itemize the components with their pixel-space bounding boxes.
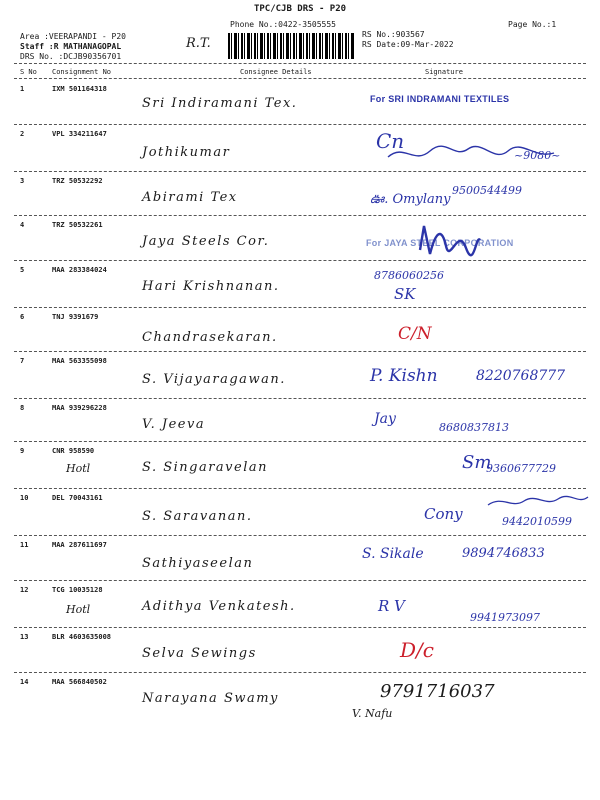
- phone-note: 9442010599: [502, 515, 572, 528]
- signature: Cn: [376, 129, 405, 153]
- rs-date: RS Date:09-Mar-2022: [362, 40, 454, 49]
- table-row: [14, 80, 586, 124]
- signature: P. Kishn: [370, 366, 438, 386]
- consignment-number: VPL 334211647: [52, 130, 107, 138]
- signature-scribble: [484, 491, 594, 513]
- consignee-name: Jaya Steels Cor.: [142, 234, 270, 249]
- consignment-number: MAA 287611697: [52, 541, 107, 549]
- column-sno: S No: [20, 68, 37, 76]
- row-sno: 5: [20, 266, 25, 274]
- table-row: [14, 489, 586, 535]
- area-label: Area :VEERAPANDI - P20: [20, 32, 126, 41]
- handwritten-prefix: Hotl: [66, 462, 91, 475]
- signature: V. Nafu: [352, 707, 393, 720]
- consignee-name: V. Jeeva: [142, 417, 206, 432]
- row-sno: 12: [20, 586, 29, 594]
- consignee-name: Adithya Venkatesh.: [142, 599, 296, 614]
- table-row: [14, 172, 586, 215]
- signature: D/c: [400, 638, 434, 662]
- signature: R V: [378, 597, 405, 615]
- signature: Jay: [374, 411, 396, 427]
- table-row: [14, 442, 586, 488]
- table-row: [14, 125, 586, 171]
- consignee-name: S. Saravanan.: [142, 509, 253, 524]
- consignee-name: Narayana Swamy: [142, 691, 279, 706]
- document-title: TPC/CJB DRS - P20: [253, 4, 347, 14]
- table-row: [14, 536, 586, 580]
- row-sno: 1: [20, 85, 25, 93]
- column-consignee: Consignee Details: [240, 68, 312, 76]
- rs-number: RS No.:903567: [362, 30, 425, 39]
- row-sno: 2: [20, 130, 25, 138]
- consignee-name: Abirami Tex: [142, 190, 238, 205]
- phone-note: 8786060256: [374, 269, 444, 282]
- row-sno: 3: [20, 177, 25, 185]
- row-sno: 13: [20, 633, 29, 641]
- header-divider-bottom: [14, 78, 586, 79]
- row-sno: 4: [20, 221, 25, 229]
- consignment-number: TRZ 50532261: [52, 221, 103, 229]
- phone-note: 9791716037: [380, 681, 495, 702]
- consignment-number: MAA 939296228: [52, 404, 107, 412]
- consignment-number: TCG 10035128: [52, 586, 103, 594]
- handwritten-initials: R.T.: [186, 36, 211, 51]
- column-consignment: Consignment No: [52, 68, 112, 76]
- consignment-number: IXM 501164318: [52, 85, 107, 93]
- table-row: [14, 308, 586, 351]
- consignee-name: Sri Indiramani Tex.: [142, 96, 298, 111]
- table-row: [14, 673, 586, 727]
- row-sno: 10: [20, 494, 29, 502]
- phone-note: 9894746833: [462, 546, 545, 561]
- consignee-name: Selva Sewings: [142, 646, 257, 661]
- consignment-number: DEL 70043161: [52, 494, 103, 502]
- table-row: [14, 352, 586, 398]
- phone-note: 8680837813: [439, 421, 509, 434]
- signature: S. Sikale: [362, 546, 424, 562]
- consignee-name: Jothikumar: [142, 145, 231, 160]
- phone-note: ~9080~: [514, 149, 561, 162]
- company-stamp: For SRI INDRAMANI TEXTILES: [370, 94, 510, 104]
- handwritten-prefix: Hotl: [66, 603, 91, 616]
- table-row: [14, 261, 586, 307]
- row-sno: 7: [20, 357, 25, 365]
- company-stamp: For JAYA STEEL CORPORATION: [366, 238, 514, 248]
- consignee-name: S. Vijayaragawan.: [142, 372, 286, 387]
- consignee-name: Chandrasekaran.: [142, 330, 278, 345]
- consignment-number: CNR 958590: [52, 447, 95, 455]
- table-row: [14, 628, 586, 672]
- row-sno: 6: [20, 313, 25, 321]
- phone-note: 8220768777: [476, 368, 566, 384]
- consignment-number: TRZ 50532292: [52, 177, 103, 185]
- table-row: [14, 216, 586, 260]
- phone-number: Phone No.:0422-3505555: [230, 20, 336, 29]
- staff-label: Staff :R MATHANAGOPAL: [20, 42, 122, 51]
- consignee-name: S. Singaravelan: [142, 460, 268, 475]
- page-number: Page No.:1: [508, 20, 557, 29]
- consignment-number: MAA 566840502: [52, 678, 107, 686]
- signature: ఊ. Omylany: [370, 192, 451, 207]
- table-row: [14, 399, 586, 441]
- signature-scribble: [414, 220, 484, 260]
- consignment-number: BLR 4603635008: [52, 633, 112, 641]
- consignee-name: Sathiyaseelan: [142, 556, 254, 571]
- drs-number: DRS No. :DCJB90356701: [20, 52, 122, 61]
- row-sno: 8: [20, 404, 25, 412]
- consignment-number: TNJ 9391679: [52, 313, 99, 321]
- phone-note: 9500544499: [452, 184, 522, 197]
- signature: Sm: [462, 452, 492, 473]
- phone-note: 9941973097: [470, 611, 540, 624]
- row-sno: 9: [20, 447, 25, 455]
- consignment-number: MAA 283384024: [52, 266, 107, 274]
- row-sno: 14: [20, 678, 29, 686]
- signature: SK: [394, 285, 416, 303]
- barcode: [228, 33, 354, 59]
- consignee-name: Hari Krishnanan.: [142, 279, 280, 294]
- row-sno: 11: [20, 541, 29, 549]
- phone-note: 9360677729: [486, 462, 556, 475]
- signature: C/N: [398, 324, 432, 344]
- signature: Cony: [424, 505, 463, 523]
- consignment-number: MAA 563355098: [52, 357, 107, 365]
- column-signature: Signature: [425, 68, 463, 76]
- table-row: [14, 581, 586, 627]
- signature-scribble: [384, 139, 584, 167]
- header-divider-top: [14, 63, 586, 64]
